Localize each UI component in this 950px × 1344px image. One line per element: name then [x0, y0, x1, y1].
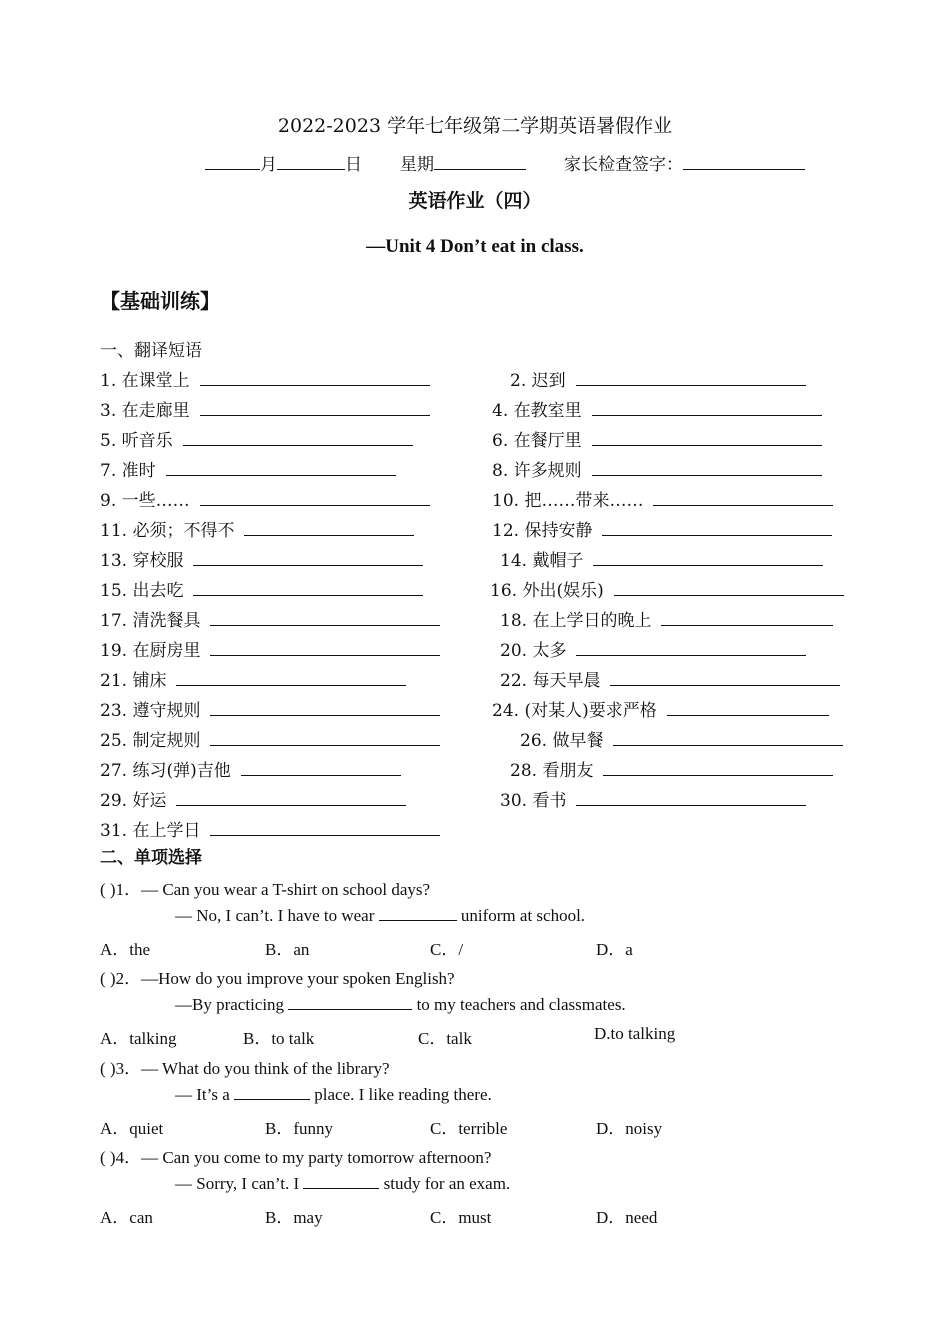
- answer-blank[interactable]: [576, 640, 806, 656]
- answer-blank[interactable]: [610, 670, 840, 686]
- answer-blank[interactable]: [602, 520, 832, 536]
- phrase-item: 30. 看书: [500, 786, 806, 811]
- option-b[interactable]: B．to talk: [243, 1029, 315, 1048]
- option-c[interactable]: C．talk: [418, 1029, 472, 1048]
- phrase-item: 20. 太多: [500, 636, 806, 661]
- question-2-reply: —By practicing to my teachers and classmates.: [175, 995, 626, 1014]
- option-a[interactable]: A．talking: [100, 1029, 177, 1048]
- page-title: 2022-2023 学年七年级第二学期英语暑假作业: [277, 115, 673, 137]
- part1-title: 一、翻译短语: [100, 341, 202, 361]
- phrase-item: 23. 遵守规则: [100, 696, 440, 721]
- fill-blank[interactable]: [234, 1084, 310, 1100]
- option-b[interactable]: B．may: [265, 1208, 323, 1227]
- phrase-item: 17. 清洗餐具: [100, 606, 440, 631]
- unit-title: —Unit 4 Don’t eat in class.: [366, 236, 584, 257]
- phrase-item: 18. 在上学日的晚上: [500, 606, 833, 631]
- answer-blank[interactable]: [210, 730, 440, 746]
- part2-title: 二、单项选择: [100, 848, 202, 868]
- phrase-item: 26. 做早餐: [520, 726, 843, 751]
- option-c[interactable]: C．/: [430, 940, 464, 959]
- question-1-reply: — No, I can’t. I have to wear uniform at school.: [175, 906, 586, 925]
- phrase-item: 19. 在厨房里: [100, 636, 440, 661]
- phrase-item: 11. 必须；不得不: [100, 516, 414, 541]
- section-basic-training: 【基础训练】: [100, 289, 220, 313]
- phrase-item: 2. 迟到: [510, 366, 806, 391]
- day-label: 日: [345, 155, 362, 175]
- answer-blank[interactable]: [200, 370, 430, 386]
- answer-paren[interactable]: ( ): [100, 1059, 116, 1078]
- answer-paren[interactable]: ( ): [100, 969, 116, 988]
- phrase-item: 12. 保持安静: [492, 516, 832, 541]
- phrase-item: 22. 每天早晨: [500, 666, 840, 691]
- answer-paren[interactable]: ( ): [100, 1148, 116, 1167]
- phrase-item: 8. 许多规则: [492, 456, 822, 481]
- month-label: 月: [260, 155, 277, 175]
- phrase-item: 6. 在餐厅里: [492, 426, 822, 451]
- date-signature-line: [205, 150, 805, 175]
- weekday-blank[interactable]: [434, 153, 526, 170]
- fill-blank[interactable]: [379, 905, 457, 921]
- answer-blank[interactable]: [592, 400, 822, 416]
- phrase-item: 15. 出去吃: [100, 576, 423, 601]
- phrase-item: 4. 在教室里: [492, 396, 822, 421]
- answer-blank[interactable]: [614, 580, 844, 596]
- answer-blank[interactable]: [661, 610, 833, 626]
- option-c[interactable]: C．terrible: [430, 1119, 508, 1138]
- answer-blank[interactable]: [592, 460, 822, 476]
- answer-blank[interactable]: [241, 760, 401, 776]
- answer-blank[interactable]: [200, 400, 430, 416]
- answer-blank[interactable]: [613, 730, 843, 746]
- option-d[interactable]: D．a: [596, 940, 633, 959]
- phrase-item: 31. 在上学日: [100, 816, 440, 841]
- answer-blank[interactable]: [603, 760, 833, 776]
- answer-blank[interactable]: [176, 670, 406, 686]
- answer-blank[interactable]: [193, 580, 423, 596]
- question-1: ( )1．— Can you wear a T-shirt on school days?: [100, 880, 431, 899]
- question-2: ( )2．—How do you improve your spoken English?: [100, 969, 455, 988]
- parent-signature-label: 家长检查签字：: [564, 155, 683, 175]
- phrase-item: 13. 穿校服: [100, 546, 423, 571]
- phrase-item: 29. 好运: [100, 786, 406, 811]
- phrase-item: 7. 准时: [100, 456, 396, 481]
- parent-signature-blank[interactable]: [683, 153, 805, 170]
- phrase-item: 3. 在走廊里: [100, 396, 430, 421]
- phrase-item: 21. 铺床: [100, 666, 406, 691]
- option-d[interactable]: D．noisy: [596, 1119, 663, 1138]
- answer-paren[interactable]: ( ): [100, 880, 116, 899]
- answer-blank[interactable]: [244, 520, 414, 536]
- answer-blank[interactable]: [183, 430, 413, 446]
- answer-blank[interactable]: [667, 700, 829, 716]
- option-a[interactable]: A．quiet: [100, 1119, 164, 1138]
- phrase-item: 14. 戴帽子: [500, 546, 823, 571]
- option-a[interactable]: A．can: [100, 1208, 153, 1227]
- phrase-item: 16. 外出(娱乐): [490, 576, 844, 601]
- day-blank[interactable]: [277, 153, 345, 170]
- weekday-label: 星期: [400, 155, 434, 175]
- question-4-reply: — Sorry, I can’t. I study for an exam.: [175, 1174, 511, 1193]
- answer-blank[interactable]: [576, 790, 806, 806]
- question-3-reply: — It’s a place. I like reading there.: [175, 1085, 492, 1104]
- phrase-item: 10. 把……带来……: [492, 486, 833, 511]
- option-d[interactable]: D.to talking: [594, 1024, 676, 1043]
- answer-blank[interactable]: [176, 790, 406, 806]
- answer-blank[interactable]: [210, 610, 440, 626]
- phrase-item: 9. 一些……: [100, 486, 430, 511]
- phrase-item: 1. 在课堂上: [100, 366, 430, 391]
- fill-blank[interactable]: [303, 1173, 379, 1189]
- phrase-item: 28. 看朋友: [510, 756, 833, 781]
- month-blank[interactable]: [205, 153, 260, 170]
- answer-blank[interactable]: [592, 430, 822, 446]
- answer-blank[interactable]: [653, 490, 833, 506]
- phrase-item: 24. (对某人)要求严格: [492, 696, 829, 721]
- question-4: ( )4．— Can you come to my party tomorrow afternoon?: [100, 1148, 492, 1167]
- answer-blank[interactable]: [166, 460, 396, 476]
- answer-blank[interactable]: [210, 640, 440, 656]
- option-c[interactable]: C．must: [430, 1208, 492, 1227]
- answer-blank[interactable]: [200, 490, 430, 506]
- answer-blank[interactable]: [593, 550, 823, 566]
- fill-blank[interactable]: [288, 994, 412, 1010]
- option-d[interactable]: D．need: [596, 1208, 658, 1227]
- option-a[interactable]: A．the: [100, 940, 151, 959]
- option-b[interactable]: B．funny: [265, 1119, 333, 1138]
- answer-blank[interactable]: [576, 370, 806, 386]
- answer-blank[interactable]: [193, 550, 423, 566]
- phrase-item: 27. 练习(弹)吉他: [100, 756, 401, 781]
- option-b[interactable]: B．an: [265, 940, 310, 959]
- answer-blank[interactable]: [210, 700, 440, 716]
- phrase-item: 5. 听音乐: [100, 426, 413, 451]
- question-3: ( )3．— What do you think of the library?: [100, 1059, 390, 1078]
- assignment-subtitle: 英语作业（四）: [408, 190, 542, 212]
- phrase-item: 25. 制定规则: [100, 726, 440, 751]
- answer-blank[interactable]: [210, 820, 440, 836]
